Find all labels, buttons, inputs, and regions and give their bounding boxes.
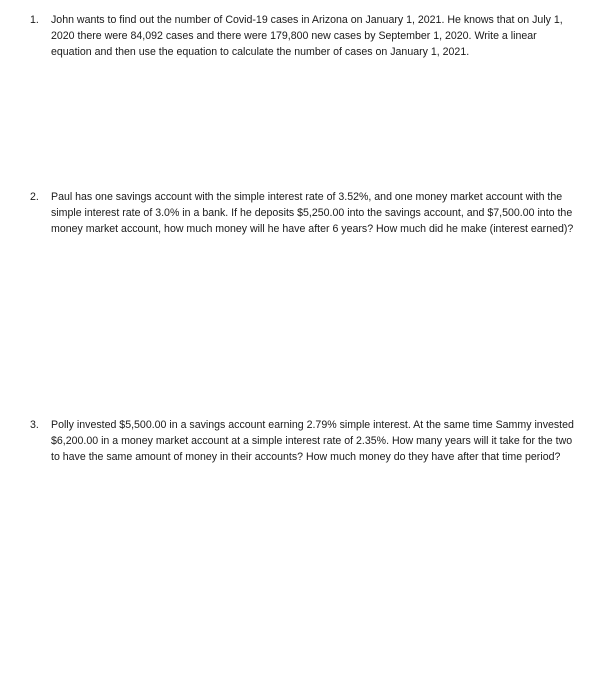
problem-1-number: 1.: [30, 14, 39, 26]
problem-1: [30, 12, 575, 60]
problem-2-number: 2.: [30, 191, 39, 203]
problem-3: [30, 417, 575, 465]
problem-3-text: Polly invested $5,500.00 in a savings account earning 2.79% simple interest. At the same time Sammy invested $6,200.00 in a money market account at a simple interest rate of 2.35%. How many years will it take for the two to have the same amount of money in their accounts? How much money do they have after that time period?: [51, 419, 574, 463]
problem-1-text: John wants to find out the number of Covid-19 cases in Arizona on January 1, 2021. He knows that on July 1, 2020 there were 84,092 cases and there were 179,800 new cases by September 1, 2020. Write a linear equation and then use the equation to calculate the number of cases on January 1, 2021.: [51, 14, 563, 58]
problem-3-number: 3.: [30, 419, 39, 431]
problem-2-text: Paul has one savings account with the simple interest rate of 3.52%, and one money market account with the simple interest rate of 3.0% in a bank. If he deposits $5,250.00 into the savings account, and $7,500.00 into the money market account, how much money will he have after 6 years? How much did he make (interest earned)?: [51, 191, 574, 235]
problem-2: [30, 189, 575, 237]
